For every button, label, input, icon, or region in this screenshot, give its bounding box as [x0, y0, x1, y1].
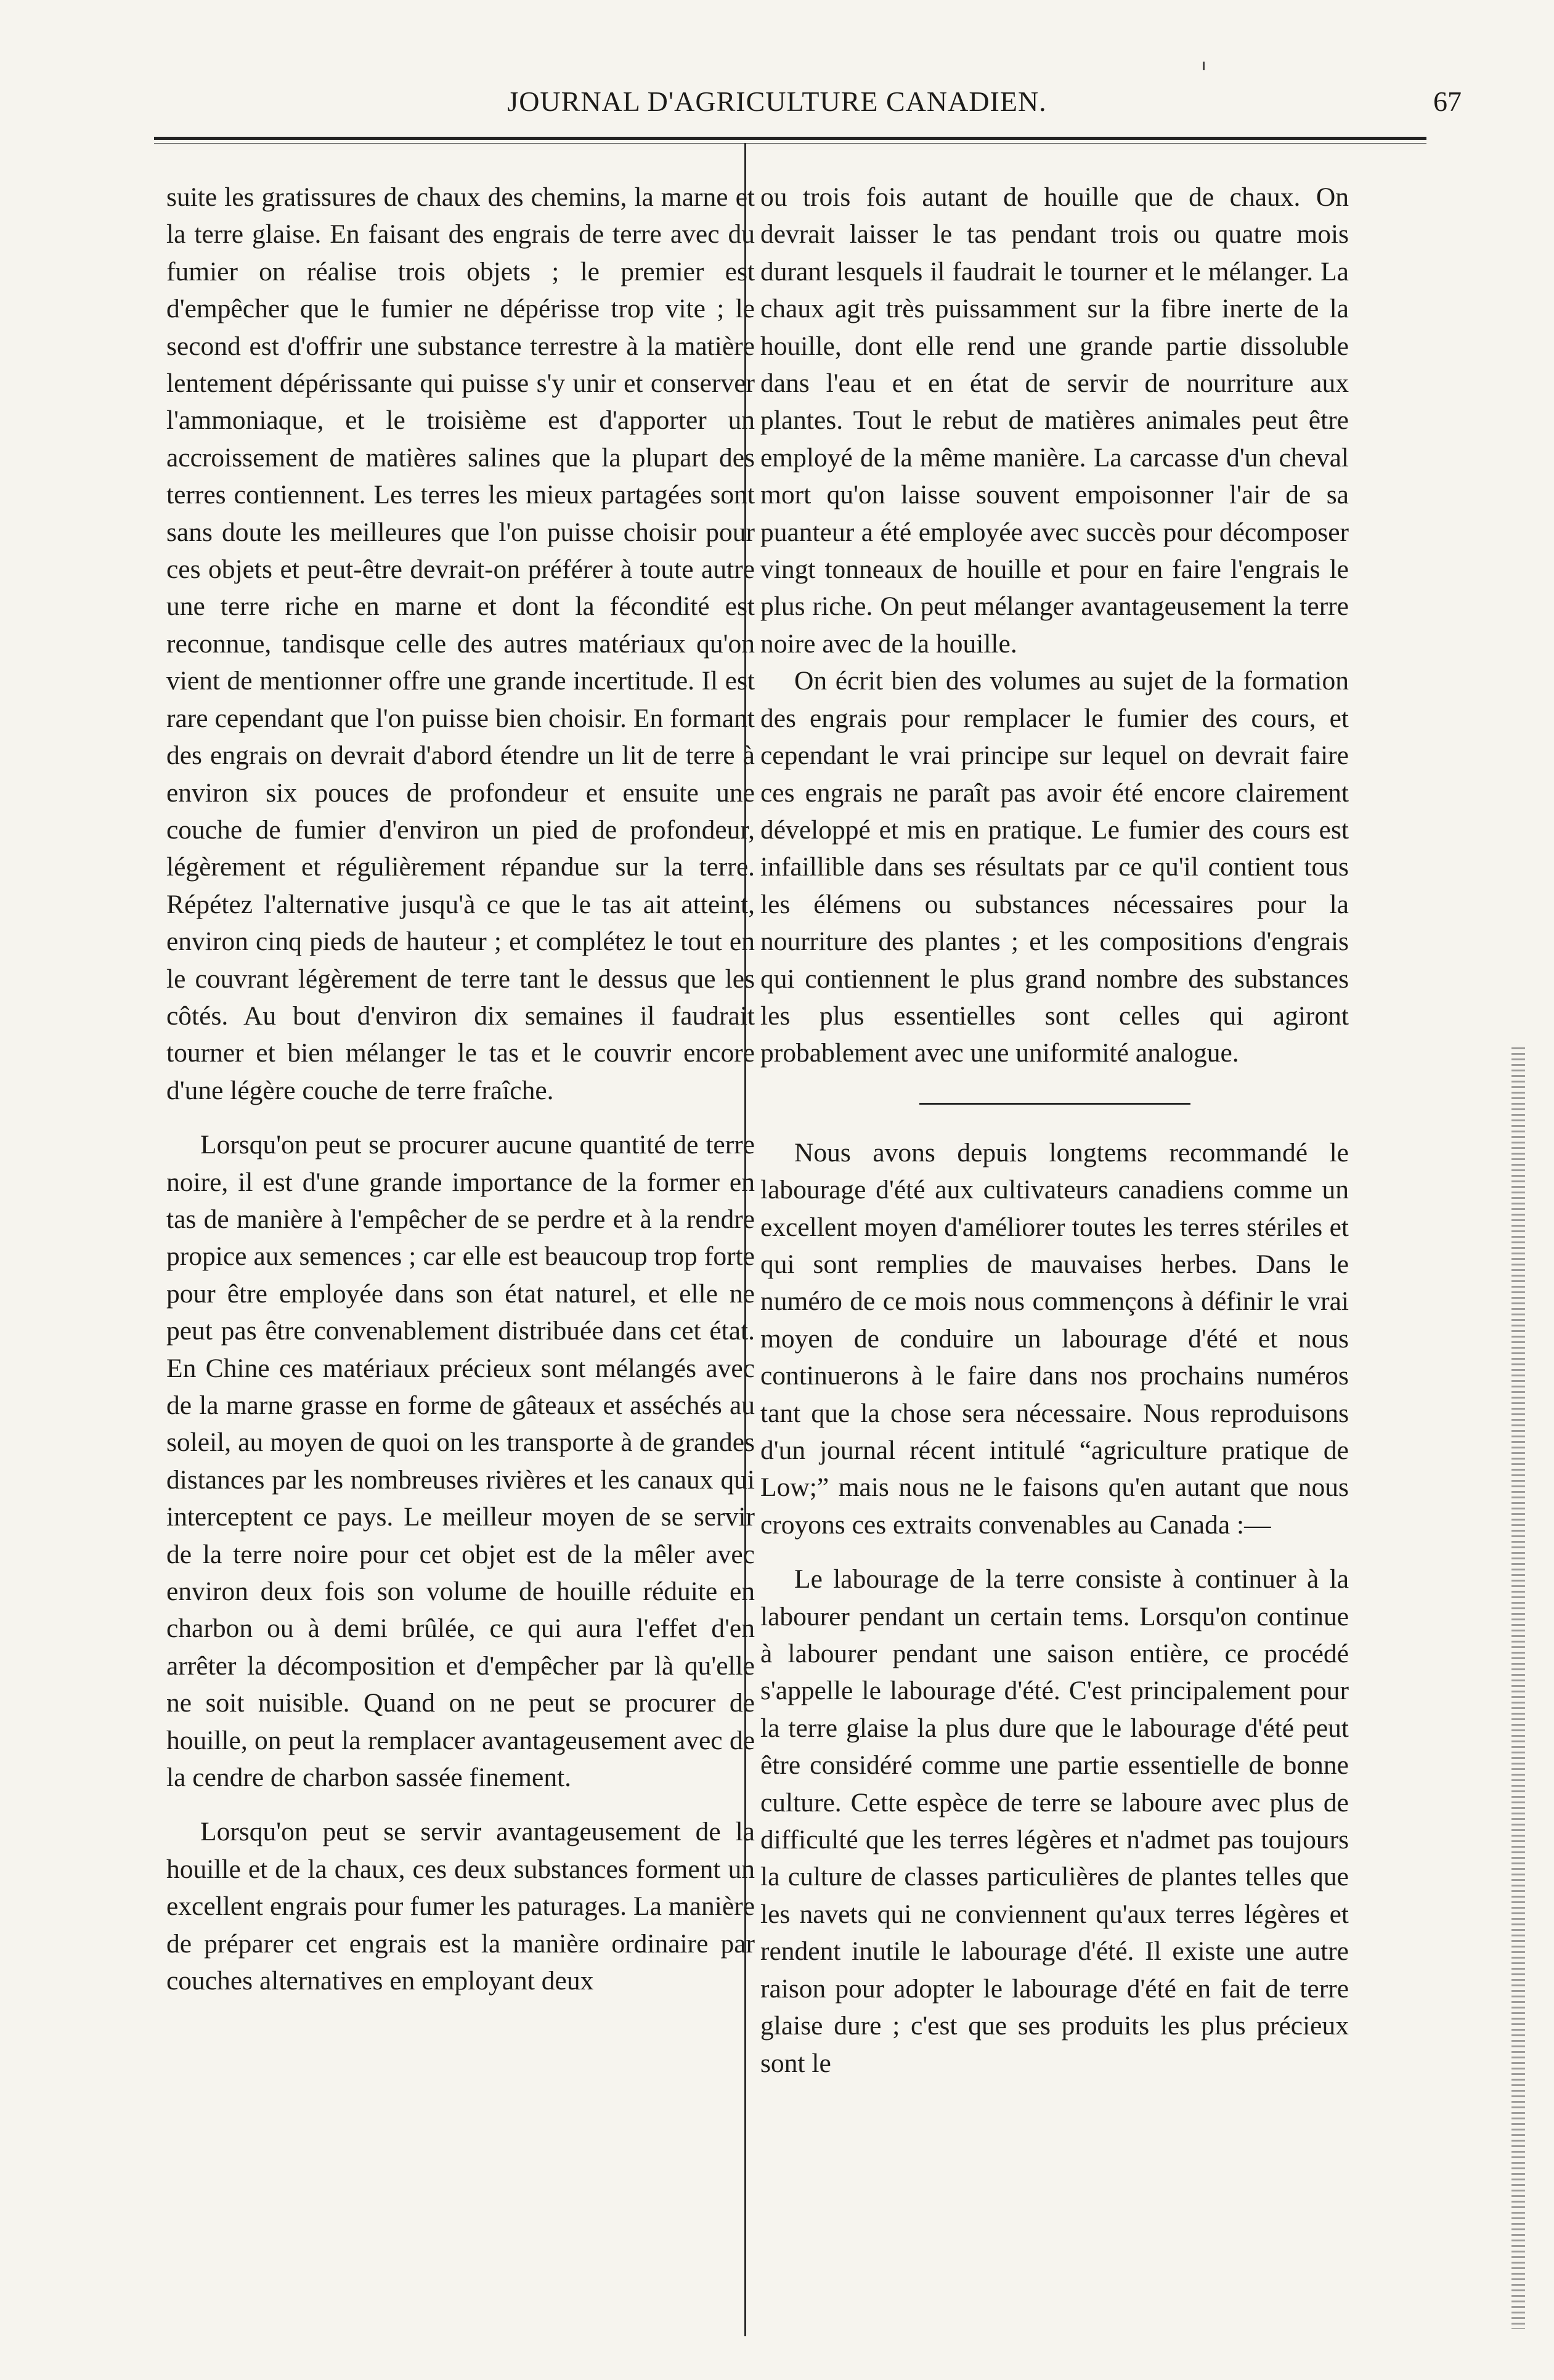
paragraph: Lorsqu'on peut se procurer aucune quantité de terre noire, il est d'une grande importance de la former en tas de manière à l'empêcher de se perdre et à la rendre propice aux semences ; car elle est beaucoup trop forte pour être employée dans son état naturel, et elle ne peut pas être convenablement distribuée dans cet état. En Chine ces matériaux précieux sont mélangés avec de la marne grasse en forme de gâteaux et asséchés au soleil, au moyen de quoi on les transporte à de grandes distances par les nombreuses rivières et les canaux qui interceptent ce pays. Le meilleur moyen de se servir de la terre noire pour cet objet est de la mêler avec environ deux fois son volume de houille réduite en charbon ou à demi brûlée, ce qui aura l'effet d'en arrêter la décomposition et d'empêcher par là qu'elle ne soit nuisible. Quand on ne peut se procurer de houille, on peut la remplacer avantageusement avec de la cendre de charbon sassée finement. — [166, 1130, 755, 1793]
page-number: 67 — [1433, 86, 1462, 117]
running-head: JOURNAL D'AGRICULTURE CANADIEN. — [507, 86, 1047, 117]
paragraph: Nous avons depuis longtems recommandé le labourage d'été aux cultivateurs canadiens comme un excellent moyen d'améliorer toutes les terres stériles et qui sont remplies de mauvaises herbes. Dans le numéro de ce mois nous commençons à définir le vrai moyen de conduire un labourage d'été et nous continuerons à le faire dans nos prochains numéros tant que la chose sera nécessaire. Nous reproduisons d'un journal récent intitulé “agriculture pratique de Low;” mais nous ne le faisons qu'en autant que nous croyons ces extraits convenables au Canada :— — [760, 1137, 1349, 1540]
right-column — [760, 179, 1349, 2082]
paragraph: ou trois fois autant de houille que de chaux. On devrait laisser le tas pendant trois ou quatre mois durant lesquels il faudrait le tourner et le mélanger. La chaux agit très puissamment sur la fibre inerte de la houille, dont elle rend une grande partie dissoluble dans l'eau et en état de servir de nourriture aux plantes. Tout le rebut de matières animales peut être employé de la même manière. La carcasse d'un cheval mort qu'on laisse souvent empoisonner l'air de sa puanteur a été employée avec succès pour décomposer vingt tonneaux de houille et pour en faire l'engrais le plus riche. On peut mélanger avantageusement la terre noire avec de la houille. — [760, 182, 1349, 659]
left-column — [166, 179, 755, 2000]
paragraph: Le labourage de la terre consiste à continuer à la labourer pendant un certain tems. Lorsqu'on continue à labourer pendant une saison entière, ce procédé s'appelle le labourage d'été. C'est principalement pour la terre glaise la plus dure que le labourage d'été peut être considéré comme une partie essentielle de bonne culture. Cette espèce de terre se laboure avec plus de difficulté que les terres légères et n'admet pas toujours la culture de classes particulières de plantes telles que les navets qui ne conviennent qu'aux terres légères et rendent inutile le labourage d'été. Il existe une autre raison pour adopter le labourage d'été en fait de terre glaise dure ; c'est que ses produits les plus précieux sont le — [760, 1564, 1349, 2078]
paragraph: suite les gratissures de chaux des chemins, la marne et la terre glaise. En faisant des engrais de terre avec du fumier on réalise trois objets ; le premier est d'empêcher que le fumier ne dépérisse trop vite ; le second est d'offrir une substance terrestre à la matière lentement dépérissante qui puisse s'y unir et conserver l'ammoniaque, et le troisième est d'apporter un accroissement de matières salines que la plupart des terres contiennent. Les terres les mieux partagées sont sans doute les meilleures que l'on puisse choisir pour ces objets et peut-être devrait-on préférer à toute autre une terre riche en marne et dont la fécondité est reconnue, tandisque celle des autres matériaux qu'on vient de mentionner offre une grande incertitude. Il est rare cependant que l'on puisse bien choisir. En formant des engrais on devrait d'abord étendre un lit de terre à environ six pouces de profondeur et ensuite une couche de fumier d'environ un pied de profondeur, légèrement et régulièrement répandue sur la terre. Répétez l'alternative jusqu'à ce que le tas ait atteint, environ cinq pieds de hauteur ; et complétez le tout en le couvrant légèrement de terre tant le dessus que les côtés. Au bout d'environ dix semaines il faudrait tourner et bien mélanger le tas et le couvrir encore d'une légère couche de terre fraîche. — [166, 182, 755, 1105]
header-double-rule — [154, 137, 1426, 144]
scan-edge-noise — [1511, 1047, 1525, 2329]
section-rule — [919, 1103, 1190, 1105]
paragraph: Lorsqu'on peut se servir avantageusement de la houille et de la chaux, ces deux substances forment un excellent engrais pour fumer les paturages. La manière de préparer cet engrais est la manière ordinaire par couches alternatives en employant deux — [166, 1817, 755, 1996]
scan-mark — [1203, 62, 1205, 70]
paragraph: On écrit bien des volumes au sujet de la formation des engrais pour remplacer le fumier des cours, et cependant le vrai principe sur lequel on devrait faire ces engrais ne paraît pas avoir été encore clairement développé et mis en pratique. Le fumier des cours est infaillible dans ses résultats par ce qu'il contient tous les élémens ou substances nécessaires pour la nourriture des plantes ; et les compositions d'engrais qui contiennent le plus grand nombre des substances les plus essentielles sont celles qui agiront probablement avec une uniformité analogue. — [760, 666, 1349, 1068]
